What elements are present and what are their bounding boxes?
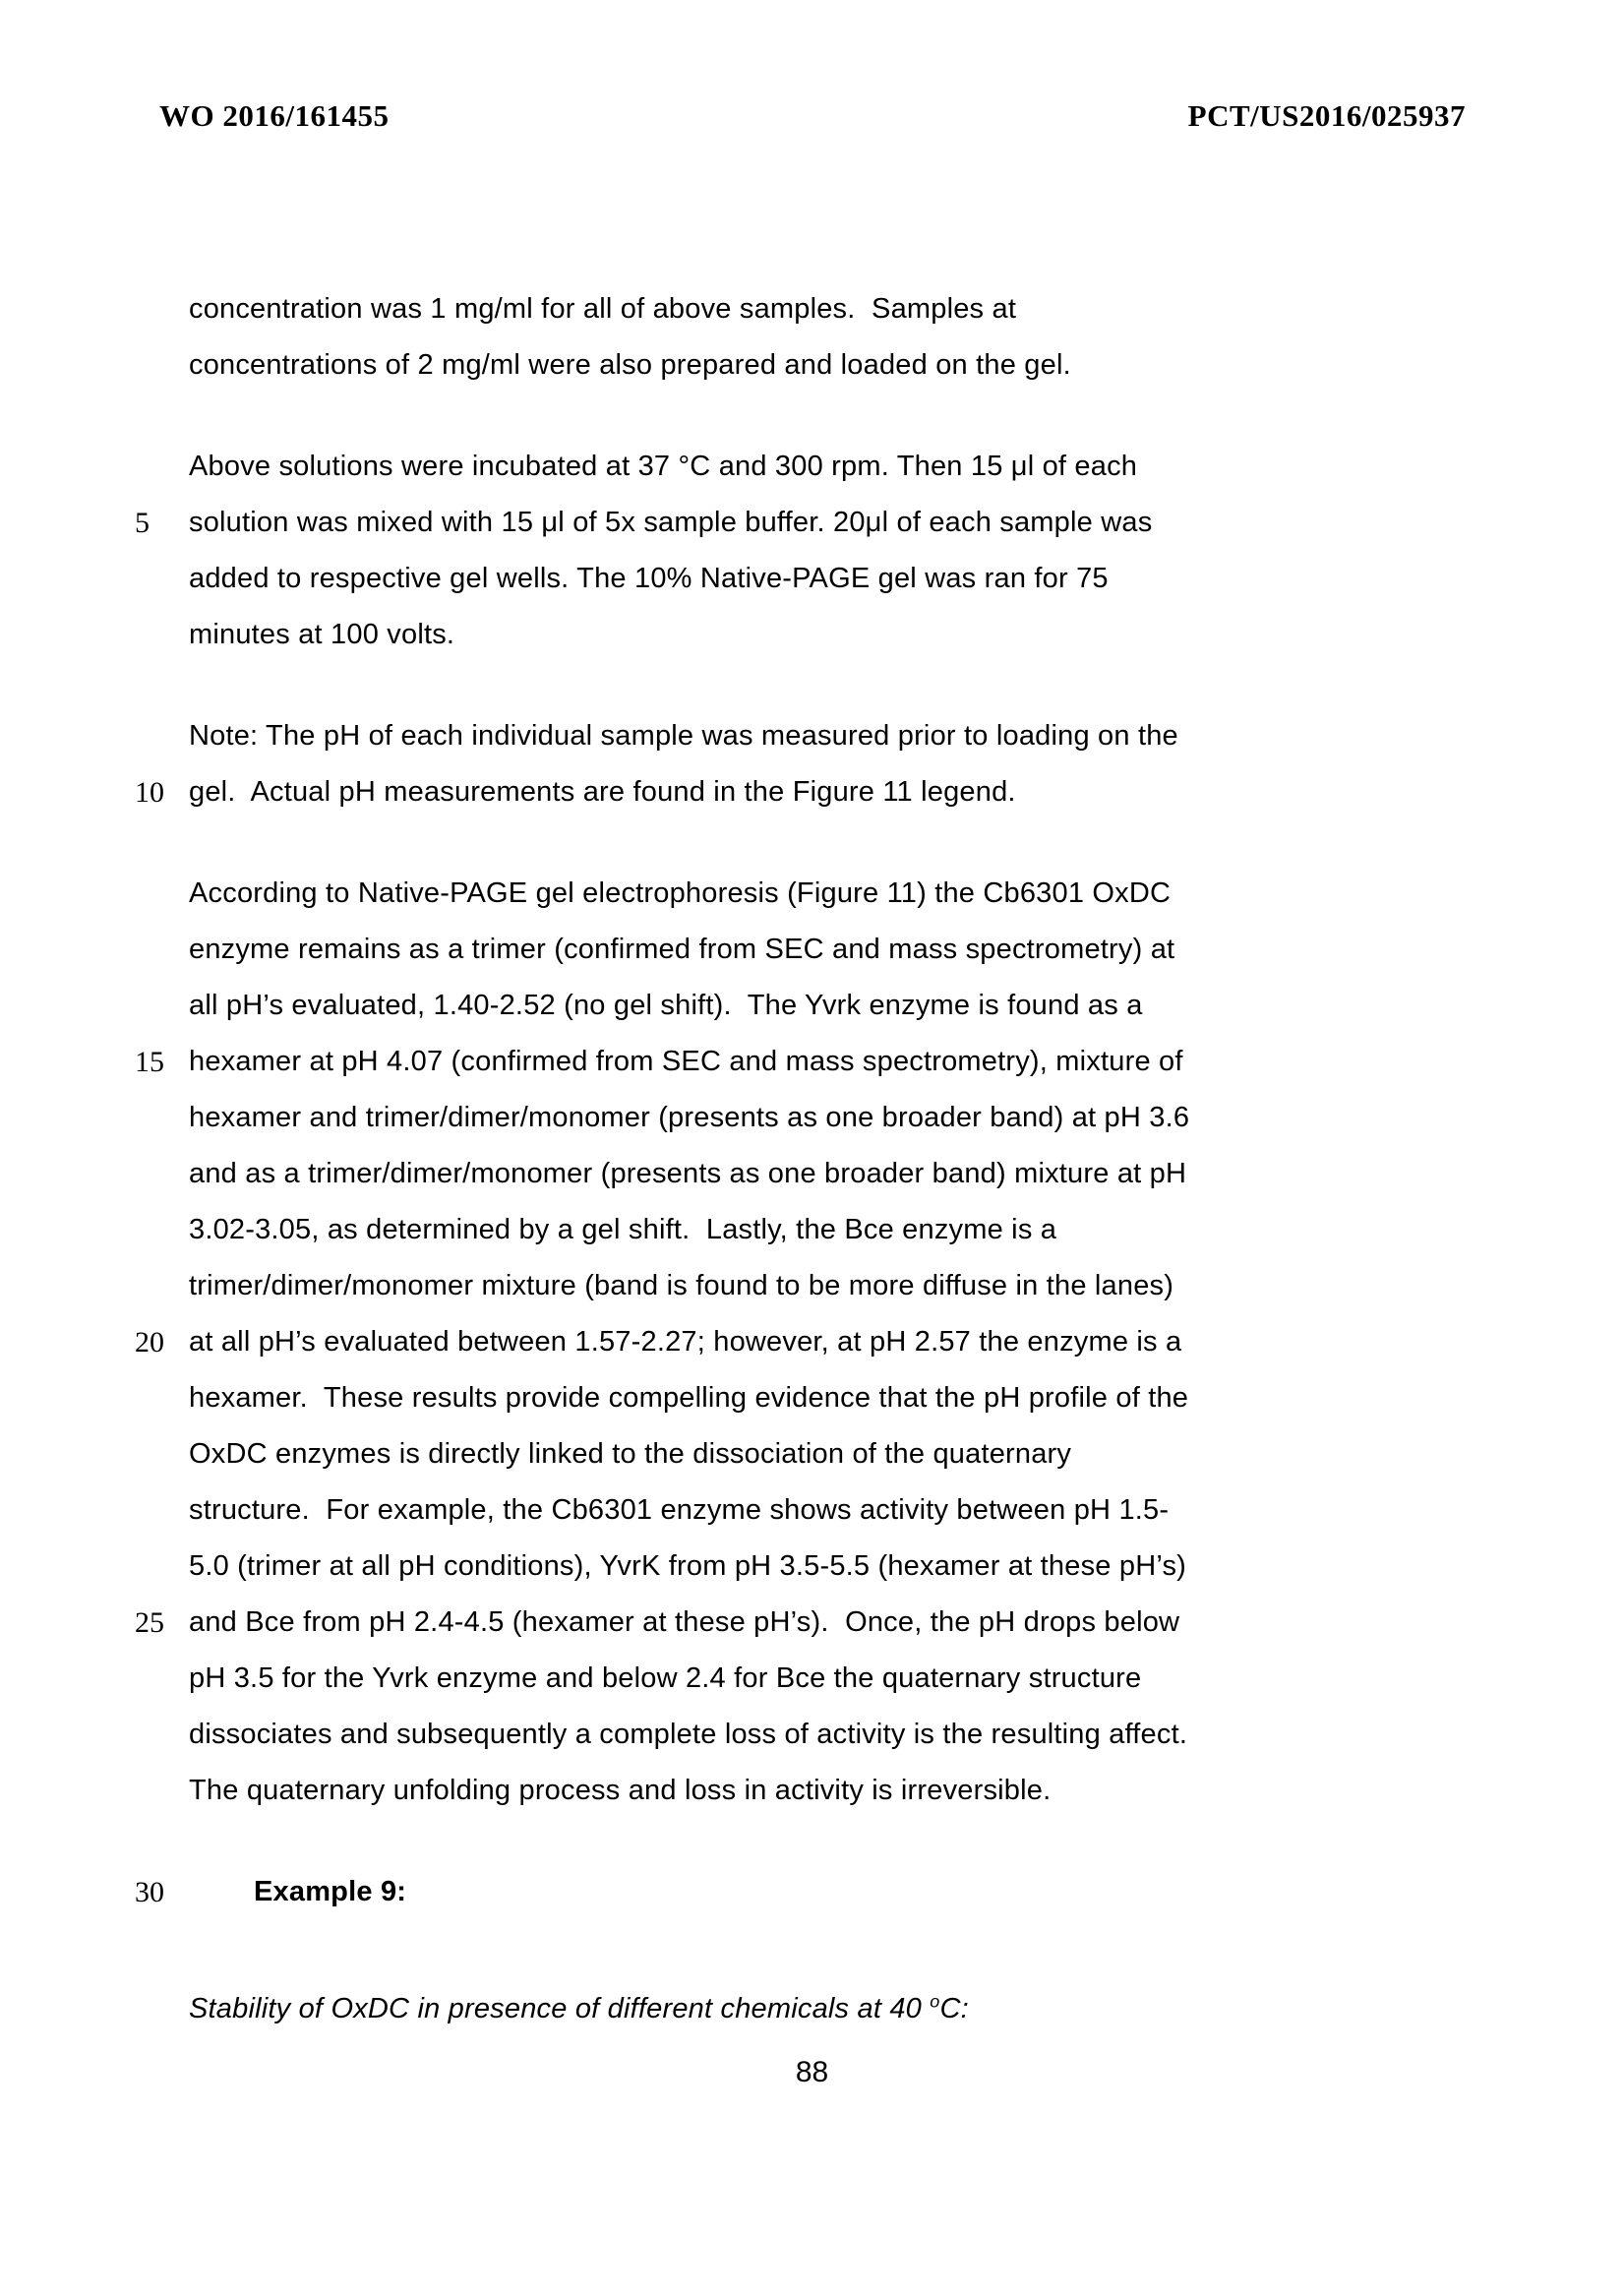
page-header [159,98,1466,134]
line-text: dissociates and subsequently a complete loss of activity is the resulting affect. [189,1719,1188,1750]
degree-superscript: o [930,1991,940,2012]
example-heading [0,1864,1565,1920]
margin-line-number: 25 [135,1606,164,1639]
text-line [0,1258,1565,1314]
text-line [0,1202,1565,1258]
line-text: added to respective gel wells. The 10% Native-PAGE gel was ran for 75 [189,563,1109,594]
line-text: The quaternary unfolding process and loss in activity is irreversible. [189,1775,1052,1806]
text-line [0,978,1565,1034]
text-line [0,1707,1565,1763]
line-text: pH 3.5 for the Yvrk enzyme and below 2.4 for Bce the quaternary structure [189,1662,1142,1694]
text-line [0,1539,1565,1595]
text-line [0,866,1565,922]
application-number: PCT/US2016/025937 [1187,98,1466,133]
line-text: concentrations of 2 mg/ml were also prepared and loaded on the gel. [189,349,1071,381]
text-line [0,281,1565,337]
line-text: gel. Actual pH measurements are found in the Figure 11 legend. [189,776,1016,808]
line-text: OxDC enzymes is directly linked to the dissociation of the quaternary [189,1438,1072,1470]
paragraph [0,439,1565,663]
margin-line-number: 15 [135,1046,164,1078]
text-line [0,1763,1565,1819]
text-line [0,1034,1565,1090]
line-text: According to Native-PAGE gel electrophoresis (Figure 11) the Cb6301 OxDC [189,877,1172,909]
text-line [0,1864,1565,1920]
line-text: solution was mixed with 15 μl of 5x sample buffer. 20μl of each sample was [189,507,1153,538]
text-line [0,1595,1565,1651]
line-text: trimer/dimer/monomer mixture (band is found to be more diffuse in the lanes) [189,1270,1174,1301]
margin-line-number: 5 [135,507,150,539]
line-text: hexamer at pH 4.07 (confirmed from SEC and mass spectrometry), mixture of [189,1046,1183,1077]
line-text: 5.0 (trimer at all pH conditions), YvrK from pH 3.5-5.5 (hexamer at these pH’s) [189,1550,1187,1582]
page-footer [0,2056,1624,2089]
line-text: Above solutions were incubated at 37 °C and 300 rpm. Then 15 μl of each [189,451,1138,482]
example-subtitle [0,1981,1565,2037]
text-line [0,922,1565,978]
text-line [0,1314,1565,1370]
line-text: all pH’s evaluated, 1.40-2.52 (no gel shift). The Yvrk enzyme is found as a [189,990,1143,1021]
subtitle-text-end: C: [939,1993,969,2024]
paragraph [0,281,1565,393]
line-text: minutes at 100 volts. [189,619,455,650]
text-line [0,1090,1565,1146]
paragraph [0,708,1565,820]
line-text: hexamer. These results provide compelling evidence that the pH profile of the [189,1382,1189,1414]
margin-line-number: 10 [135,776,164,809]
line-text: 3.02-3.05, as determined by a gel shift. Lastly, the Bce enzyme is a [189,1214,1057,1245]
text-line [0,1426,1565,1482]
text-line [0,551,1565,607]
text-line [0,495,1565,551]
text-line [0,1146,1565,1202]
text-line [0,439,1565,495]
line-text: structure. For example, the Cb6301 enzyme shows activity between pH 1.5- [189,1494,1170,1526]
line-text: enzyme remains as a trimer (confirmed from SEC and mass spectrometry) at [189,934,1175,965]
text-line [0,607,1565,663]
margin-line-number: 30 [135,1876,164,1908]
line-text: Note: The pH of each individual sample was measured prior to loading on the [189,720,1178,752]
heading-text: Example 9: [254,1876,407,1907]
margin-line-number: 20 [135,1326,164,1359]
subtitle-text: Stability of OxDC in presence of different chemicals at 40 [189,1993,931,2024]
text-line [0,708,1565,764]
line-text: concentration was 1 mg/ml for all of above samples. Samples at [189,293,1017,325]
line-text: and as a trimer/dimer/monomer (presents as one broader band) mixture at pH [189,1158,1187,1189]
text-line [0,764,1565,820]
line-text: at all pH’s evaluated between 1.57-2.27; however, at pH 2.57 the enzyme is a [189,1326,1182,1358]
line-text: and Bce from pH 2.4-4.5 (hexamer at these pH’s). Once, the pH drops below [189,1606,1180,1638]
paragraph [0,866,1565,1819]
page-number: 88 [795,2056,829,2088]
document-body [0,281,1565,2037]
line-text: hexamer and trimer/dimer/monomer (presents as one broader band) at pH 3.6 [189,1102,1190,1133]
text-line [0,1651,1565,1707]
text-line [0,1482,1565,1539]
text-line [0,337,1565,393]
text-line [0,1370,1565,1426]
publication-number: WO 2016/161455 [159,98,390,133]
